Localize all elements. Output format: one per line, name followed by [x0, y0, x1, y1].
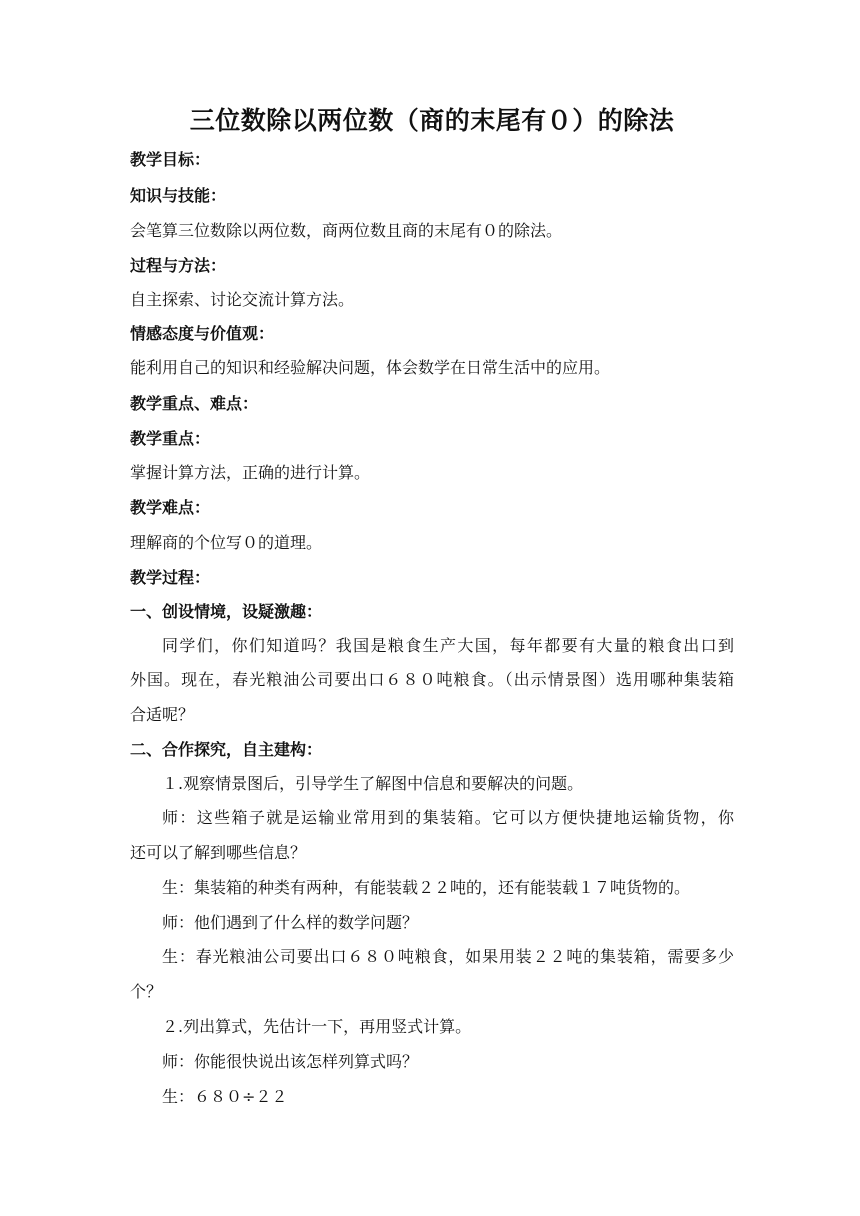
key-heading: 教学重点：: [130, 429, 211, 448]
student-line-1: 生：集装箱的种类有两种，有能装载２２吨的，还有能装载１７吨货物的。: [162, 878, 691, 897]
teacher-line-1: 师：这些箱子就是运输业常用到的集装箱。它可以方便快捷地运输货物，你: [162, 808, 734, 827]
student-line-2-continued: 个？: [130, 982, 163, 1001]
knowledge-text: 会笔算三位数除以两位数，商两位数且商的末尾有０的除法。: [130, 221, 563, 240]
difficult-text: 理解商的个位写０的道理。: [130, 533, 323, 552]
student-line-2: 生：春光粮油公司要出口６８０吨粮食，如果用装２２吨的集装箱，需要多少: [162, 947, 734, 966]
key-difficult-heading: 教学重点、难点：: [130, 394, 259, 413]
document-title: 三位数除以两位数（商的末尾有０）的除法: [189, 106, 675, 135]
teacher-line-3: 师：你能很快说出该怎样列算式吗？: [162, 1052, 419, 1071]
emotion-text: 能利用自己的知识和经验解决问题，体会数学在日常生活中的应用。: [130, 358, 611, 377]
part1-heading: 一、创设情境，设疑激趣：: [130, 602, 323, 621]
process-heading: 过程与方法：: [130, 256, 227, 275]
part1-line-2: 外国。现在，春光粮油公司要出口６８０吨粮食。（出示情景图）选用哪种集装箱: [130, 670, 734, 689]
difficult-heading: 教学难点：: [130, 498, 211, 517]
goals-heading: 教学目标：: [130, 150, 211, 169]
teacher-line-2: 师：他们遇到了什么样的数学问题？: [162, 913, 419, 932]
key-text: 掌握计算方法，正确的进行计算。: [130, 463, 371, 482]
knowledge-heading: 知识与技能：: [130, 186, 227, 205]
procedure-heading: 教学过程：: [130, 568, 211, 587]
process-text: 自主探索、讨论交流计算方法。: [130, 290, 355, 309]
part1-line-3: 合适呢？: [130, 705, 195, 724]
part2-item-2: ２.列出算式，先估计一下，再用竖式计算。: [162, 1017, 472, 1036]
part1-line-1: 同学们，你们知道吗？我国是粮食生产大国，每年都要有大量的粮食出口到: [162, 636, 734, 655]
student-line-3: 生：６８０÷２２: [162, 1087, 288, 1106]
part2-item-1: １.观察情景图后，引导学生了解图中信息和要解决的问题。: [162, 774, 584, 793]
teacher-line-1-continued: 还可以了解到哪些信息？: [130, 843, 307, 862]
part2-heading: 二、合作探究，自主建构：: [130, 740, 323, 759]
emotion-heading: 情感态度与价值观：: [130, 324, 275, 343]
